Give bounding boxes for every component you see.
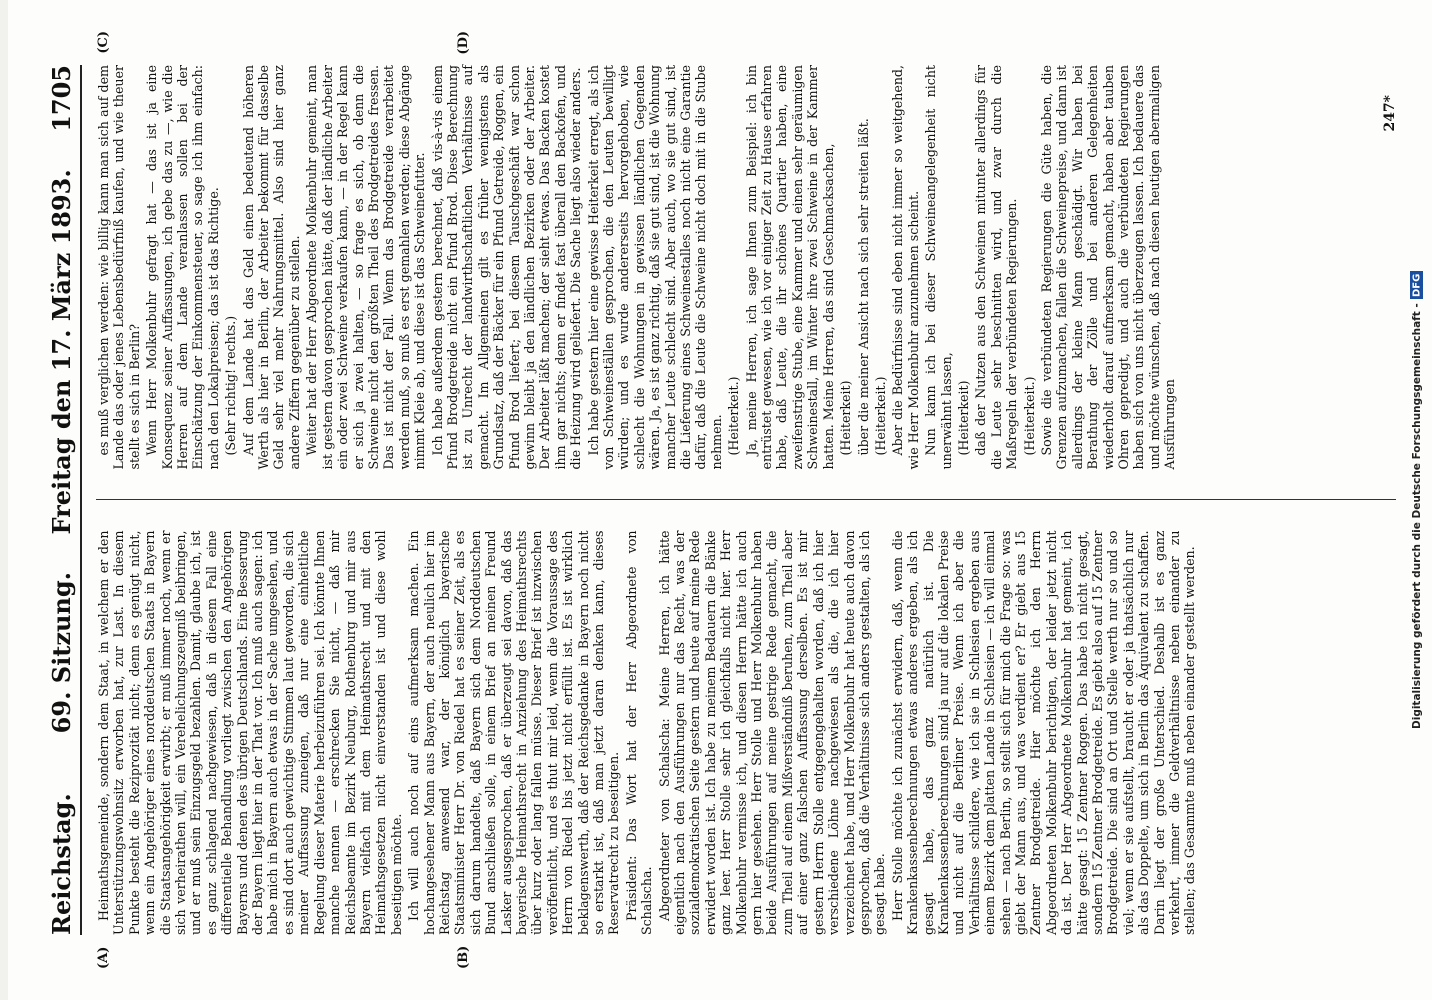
left-column (96, 530, 1396, 969)
right-column-paragraph: (Heiterkeit) (838, 380, 854, 456)
right-column-paragraph: es muß verglichen werden: wie billig kann man sich auf dem Lande das oder jenes Lebensbedürfniß kaufen, und wie theuer stellt es sich in Berlin? (96, 65, 142, 470)
margin-mark-a: (A) (96, 946, 111, 969)
margin-mark-c: (C) (96, 31, 111, 54)
header-left (47, 572, 76, 935)
text-columns (96, 31, 1398, 969)
right-column-paragraph: Nun kann ich bei dieser Schweineangelegenheit nicht unerwähnt lassen, (923, 65, 954, 470)
header-publication-title: Reichstag. (47, 793, 76, 935)
right-column-paragraph: (Heiterkeit) (955, 380, 971, 456)
right-column-paragraph: (Heiterkeit.) (726, 376, 742, 456)
left-column-paragraph: Herr Stolle möchte ich zunächst erwidern, daß, wenn die Krankenkassenberechnungen etwas anderes ergeben, als ich gesagt habe, das ganz natürlich ist. Die Krankenkassenberechnungen sind ja nur auf die lokalen Preise und nicht auf die Berliner Preise. Wenn ich aber die Verhältnisse schildere, wie ich sie in Schlesien ergeben aus einem Bezirk dem platten Lande in Schlesien — ich will einmal sehen — nach Berlin, so stellt sich für mich die Frage so: was giebt der Mann aus, und was verdient er? Er giebt aus 15 Zentner Brodgetreide. Hier möchte ich den Herrn Abgeordneten Molkenbuhr berichtigen, der leider jetzt nicht da ist. Der Herr Abgeordnete Molkenbuhr hat gemeint, ich hätte gesagt: 15 Zentner Roggen. Das habe ich nicht gesagt, sondern 15 Zentner Brodgetreide. Es giebt also auf 15 Zentner Brodgetreide. Die sind an Ort und Stelle werth nur so und so viel; wenn er sie aufstellt, braucht er oder ja thatsächlich nur als das Doppelte, um sich in Berlin das Äquivalent zu schaffen. Darin liegt der große Unterschied. Deshalb ist es ganz verkehrt, immer die Geldverhältnisse neben einander zu stellen; das Gesammte muß neben einander gestellt werden. (889, 530, 1198, 935)
right-column-paragraph: Ich habe außerdem gestern berechnet, daß vis-à-vis einem Pfund Brodgetreide nicht ein Pfund Brod. Diese Berechnung ist zu Unrecht der landwirthschaftlichen Verhältnisse auf gemacht. Im Allgemeinen gilt es früher wenigstens als Grundsatz, daß der Bäcker für ein Pfund Getreide, Roggen, ein Pfund Brod liefert; bei diesem Tauschgeschäft war schon gewinn bleibt ja den ländlichen Bezirken oder der Arbeiter. Der Arbeiter läßt machen; der sieht etwas. Das Backen kostet ihm gar nichts; denn er findet fast überall den Backofen, und die Heizung wird geliefert. Die Sache liegt also wieder anders. (429, 65, 584, 470)
digitization-credit (1406, 20, 1428, 980)
right-column-paragraph: (Sehr richtig! rechts.) (223, 315, 239, 456)
column-divider (96, 500, 1396, 501)
right-column-paragraph: über die meiner Ansicht nach sich sehr streiten läßt. (855, 118, 871, 456)
left-column-paragraph: Ich will auch noch auf eins aufmerksam machen. Ein hochangesehener Mann aus Bayern, der auch neulich hier im Reichstag anwesend war, der königlich bayerische Staatsminister Herr Dr. von Riedel hat es seiner Zeit, als es sich darum handelte, daß Bayern sich dem Norddeutschen Bund anschließen solle, in einem Brief an meinen Freund Lasker ausgesprochen, daß er überzeugt sei davon, daß das bayerische Heimathsrecht in Anziehung des Heimathsrechts über kurz oder lang fallen müsse. Dieser Brief ist inzwischen veröffentlicht, und es thut mir leid, wenn die Voraussage des Herrn von Riedel bis jetzt nicht erfüllt ist. Es ist wirklich beklagenswerth, daß der Reichsgedanke in Bayern noch nicht so erstarkt ist, daß man jetzt daran denken kann, dieses Reservatrecht zu beseitigen. (406, 530, 622, 935)
left-column-paragraph: Heimathsgemeinde, sondern dem Staat, in welchem er den Unterstützungswohnsitz erworben hat, zur Last. In diesem Punkte besteht die Reziprozität nicht; denn es genügt nicht, wenn ein Angehöriger eines norddeutschen Staats in Bayern die Staatsangehörigkeit erwirbt; er muß immer noch, wenn er sich verheirathen will, ein Verehelichungszeugniß beibringen, und er muß sein Einzugsgeld bezahlen. Damit, glaube ich, ist es ganz schlagend nachgewiesen, daß in diesem Fall eine differentielle Behandlung vorliegt zwischen den Angehörigen Bayerns und denen des übrigen Deutschlands. Eine Besserung der Bayern liegt hier in der That vor. Ich muß auch sagen: ich habe mich in Bayern auch etwas in der Sache umgesehen, und es sind dort auch gewichtige Stimmen laut geworden, die sich meiner Auffassung zuneigen, daß nur eine einheitliche Regelung dieser Materie herbeizuführen sei. Ich könnte Ihnen manche nennen — erschrecken Sie nicht, — daß mir Reichsbeamte im Bezirk Neuburg, Rothenburg und mir aus Bayern vielfach mit dem Heimathsrecht und mit den Heimathsgesetzen nicht einverstanden ist und diese wohl beseitigen möchte. (96, 530, 404, 935)
dfg-logo: DFG (1411, 273, 1423, 297)
right-column-paragraph: Ich habe gestern hier eine gewisse Heiterkeit erregt, als ich von Schweineställen gesprochen, die den Leuten bewilligt würden; und es wurde andererseits hervorgehoben, wie schlecht die Wohnungen in gewissen ländlichen Gegenden wären. Ja, es ist ganz richtig, daß sie gut sind, ist die Wohnung mancher Leute schlecht sind. Aber auch, wo sie gut sind, ist die Lieferung eines Schweinestalles noch nicht eine Garantie dafür, daß die Leute die Schweine nicht doch mit in die Stube nehmen. (585, 65, 724, 470)
footer-signature: 247* (1381, 95, 1398, 132)
margin-mark-d: (D) (456, 31, 471, 55)
right-column-paragraph: (Heiterkeit.) (1021, 376, 1037, 456)
header-date: Freitag den 17. März 1893. (47, 169, 76, 535)
page-header (36, 65, 82, 935)
right-column-paragraph: Auf dem Lande hat das Geld einen bedeutend höheren Werth als hier in Berlin, der Arbeiter bekommt für dasselbe Geld sehr viel mehr Nahrungsmittel. Also sind hier ganz andere Ziffern gegenüber zu stellen. (240, 65, 302, 470)
scan-edge (0, 0, 8, 1000)
right-column-paragraph: Weiter hat der Herr Abgeordnete Molkenbuhr gemeint, man ist gestern davon gesprochen hätte, daß der ländliche Arbeiter ein oder zwei Schweine verkaufen kann, — in der Regel kann er sich ja zwei halten, — so frage es sich, ob denn die Schweine nicht den größten Theil des Brodgetreides fressen. Das ist nicht der Fall. Wenn das Brodgetreide verarbeitet werden muß, so muß es erst gemahlen werden; diese Abgänge nimmt Kleie ab, und diese ist das Schweinefutter. (304, 65, 428, 470)
rotated-page-content (16, 25, 1416, 975)
right-column-paragraph: (Heiterkeit.) (872, 376, 888, 456)
digitization-credit-text: Digitalisierung gefördert durch die Deutsche Forschungsgemeinschaft - (1411, 302, 1423, 729)
header-session: 69. Sitzung. (47, 572, 76, 734)
right-column-paragraph: Ja, meine Herren, ich sage Ihnen zum Beispiel: ich bin entrüstet gewesen, wie ich vor einiger Zeit zu Hause erfahren habe, daß Leute, die ihr schönes Quartier haben, eine zweifenstrige Stube, eine Kammer und einen sehr geräumigen Schweinestall, im Winter ihre zwei Schweine in der Kammer hatten. Meine Herren, das sind Geschmacksachen, (743, 65, 836, 470)
margin-mark-b: (B) (456, 945, 471, 969)
right-column-paragraph: Aber die Bedürfnisse sind eben nicht immer so weitgehend, wie Herr Molkenbuhr anzunehmen scheint. (890, 65, 921, 470)
left-column-paragraph: Abgeordneter von Schalscha: Meine Herren, ich hätte eigentlich nach den Ausführungen nur das Recht, was der sozialdemokratischen Seite gestern und heute auf meine Rede erwidert worden ist. Ich habe zu meinem Bedauern die Bänke ganz leer. Herr Stolle sehr ich gleichfalls nicht hier. Herr Molkenbuhr vermisse ich, und diesen Herrn hätte ich auch gern hier gesehen. Herr Stolle und Herr Molkenbuhr haben beide Ausführungen auf meine gestrige Rede gemacht, die zum Theil auf einem Mißverständniß beruhen, zum Theil aber auf einer ganz falschen Auffassung derselben. Es ist mir gestern Herrn Stolle entgegengehalten worden, daß ich hier verschiedene Löhne nachgewiesen als die, die ich hier verzeichnet habe, und Herr Molkenbuhr hat heute auch davon gesprochen, daß die Verhältnisse sich anders gestalten, als ich gesagt habe. (656, 530, 888, 935)
left-column-paragraph: Präsident: Das Wort hat der Herr Abgeordnete von Schalscha. (623, 530, 655, 935)
right-column-paragraph: Wenn Herr Molkenbuhr gefragt hat — das ist ja eine Konsequenz seiner Auffassungen, ich gebe das zu —, wie die Herren auf dem Lande veranlassen sollen bei der Einschätzung der Einkommensteuer, so sage ich ihm einfach: nach den Lokalpreisen; das ist das Richtige. (144, 65, 221, 470)
right-column-paragraph: daß der Nutzen aus den Schweinen mitunter allerdings für die Leute sehr beschnitten wird, und zwar durch die Maßregeln der verbündeten Regierungen. (973, 65, 1020, 470)
right-column-paragraph: Sowie die verbündeten Regierungen die Güte haben, die Grenzen aufzumachen, fallen die Schweinepreise, und dann ist allerdings der kleine Mann geschädigt. Wir haben bei Berathung der Zölle und bei anderen Gelegenheiten wiederholt darauf aufmerksam gemacht, haben aber tauben Ohren gepredigt, und auch die verbündeten Regierungen haben sich von uns nicht überzeugen lassen. Ich bedauere das und möchte wünschen, daß nach diesen heutigen abermaligen Ausführungen (1038, 65, 1178, 470)
header-page-number: 1705 (47, 65, 76, 132)
right-column (96, 31, 1398, 470)
